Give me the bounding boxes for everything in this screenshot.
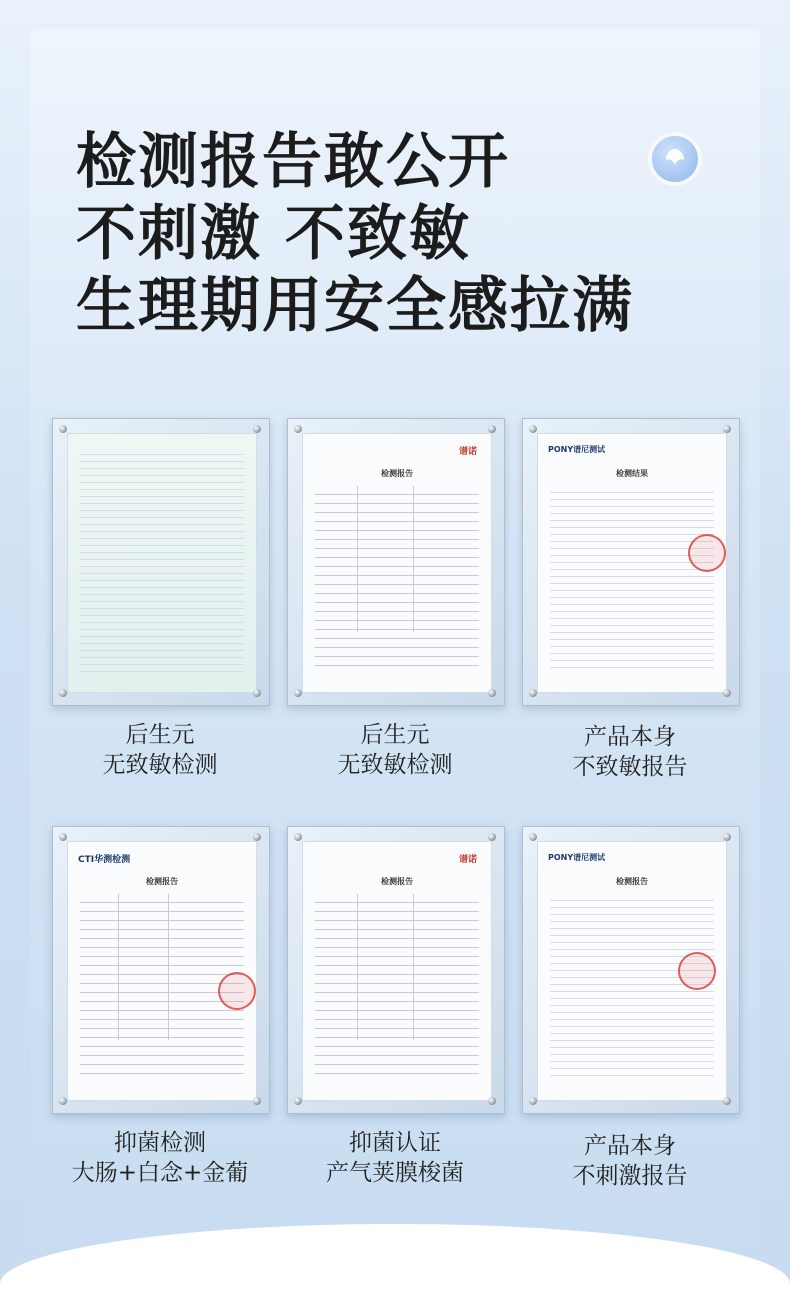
screw-icon bbox=[488, 425, 496, 433]
screw-icon bbox=[488, 689, 496, 697]
certificate-title: 检测报告 bbox=[146, 877, 178, 886]
caption-line-1: 产品本身 bbox=[584, 724, 676, 750]
red-seal bbox=[218, 972, 256, 1010]
card-caption bbox=[522, 722, 738, 782]
screw-icon bbox=[294, 1097, 302, 1105]
certificate-title: 检测报告 bbox=[616, 877, 648, 886]
screw-icon bbox=[59, 425, 67, 433]
screw-icon bbox=[529, 1097, 537, 1105]
screw-icon bbox=[253, 833, 261, 841]
card-caption bbox=[287, 1128, 503, 1188]
screw-icon bbox=[59, 689, 67, 697]
bud-icon bbox=[652, 136, 698, 182]
caption-line-2: 不刺激报告 bbox=[572, 1163, 688, 1189]
screw-icon bbox=[59, 1097, 67, 1105]
caption-line-2: 产气荚膜梭菌 bbox=[326, 1160, 464, 1186]
certificate-document bbox=[302, 433, 492, 693]
headline-line-1: 检测报告敢公开 bbox=[76, 127, 510, 197]
certificate-title: 检测结果 bbox=[616, 469, 648, 478]
screw-icon bbox=[253, 425, 261, 433]
certificate-card[interactable] bbox=[52, 826, 270, 1114]
red-seal bbox=[678, 952, 716, 990]
certificate-title: 检测报告 bbox=[381, 877, 413, 886]
screw-icon bbox=[294, 689, 302, 697]
headline-line-3: 生理期用安全感拉满 bbox=[76, 271, 634, 341]
headline bbox=[76, 126, 634, 342]
caption-line-1: 抑菌检测 bbox=[114, 1130, 206, 1156]
certificate-card[interactable] bbox=[287, 418, 505, 706]
screw-icon bbox=[529, 425, 537, 433]
caption-line-2: 无致敏检测 bbox=[102, 752, 218, 778]
certificate-document bbox=[67, 433, 257, 693]
certificate-logo: CTI华测检测 bbox=[78, 855, 131, 865]
screw-icon bbox=[253, 689, 261, 697]
caption-line-2: 大肠+白念+金葡 bbox=[71, 1160, 249, 1186]
caption-line-2: 无致敏检测 bbox=[337, 752, 453, 778]
certificate-card[interactable] bbox=[522, 826, 740, 1114]
screw-icon bbox=[529, 689, 537, 697]
card-caption bbox=[52, 1128, 268, 1188]
certificate-title: 检测报告 bbox=[381, 469, 413, 478]
red-seal bbox=[688, 534, 726, 572]
certificate-logo: 谱诺 bbox=[458, 855, 477, 865]
certificate-card[interactable] bbox=[287, 826, 505, 1114]
screw-icon bbox=[723, 833, 731, 841]
card-caption bbox=[52, 720, 268, 780]
caption-line-2: 不致敏报告 bbox=[572, 754, 688, 780]
certificate-card[interactable] bbox=[52, 418, 270, 706]
caption-line-1: 后生元 bbox=[360, 722, 430, 748]
certificate-logo: PONY谱尼测试 bbox=[548, 445, 606, 454]
screw-icon bbox=[294, 833, 302, 841]
certificate-logo: 谱诺 bbox=[458, 447, 477, 457]
certificate-document bbox=[537, 433, 727, 693]
caption-line-1: 产品本身 bbox=[584, 1133, 676, 1159]
screw-icon bbox=[253, 1097, 261, 1105]
caption-line-1: 抑菌认证 bbox=[349, 1130, 441, 1156]
screw-icon bbox=[488, 1097, 496, 1105]
card-caption bbox=[287, 720, 503, 780]
certificate-logo: PONY谱尼测试 bbox=[548, 853, 606, 862]
screw-icon bbox=[488, 833, 496, 841]
screw-icon bbox=[59, 833, 67, 841]
card-caption bbox=[522, 1131, 738, 1191]
headline-line-2: 不刺激 不致敏 bbox=[76, 199, 471, 269]
screw-icon bbox=[723, 1097, 731, 1105]
certificate-document bbox=[537, 841, 727, 1101]
screw-icon bbox=[529, 833, 537, 841]
screw-icon bbox=[723, 689, 731, 697]
certificate-document bbox=[67, 841, 257, 1101]
caption-line-1: 后生元 bbox=[125, 722, 195, 748]
certificate-document bbox=[302, 841, 492, 1101]
screw-icon bbox=[294, 425, 302, 433]
screw-icon bbox=[723, 425, 731, 433]
certificate-card[interactable] bbox=[522, 418, 740, 706]
